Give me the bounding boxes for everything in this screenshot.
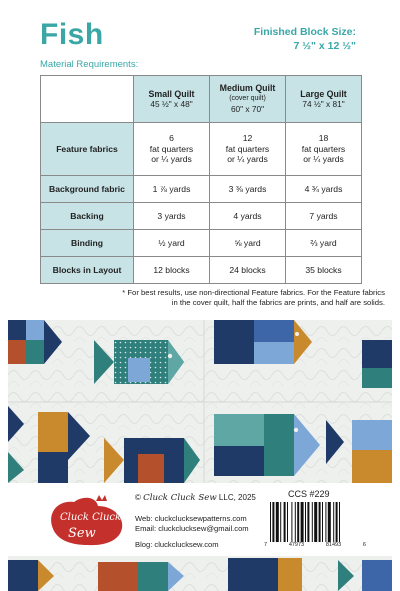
logo-text-line1: Cluck Cluck: [60, 512, 122, 523]
barcode-bar: [284, 502, 286, 542]
material-requirements-label: Material Requirements:: [40, 59, 139, 70]
barcode-bar: [319, 502, 321, 542]
table-cell: 4 ¾ yards: [286, 176, 362, 203]
table-cell: 18 fat quarters or ¼ yards: [286, 123, 362, 176]
barcode-bar: [295, 502, 296, 542]
column-size: 45 ½" x 48": [150, 99, 193, 109]
barcode-bar: [287, 502, 288, 542]
barcode-bar: [276, 502, 279, 542]
material-requirements-table: [40, 75, 362, 284]
table-row-binding: [41, 230, 362, 257]
quilt-photo: [8, 320, 392, 483]
fish-block: [214, 320, 312, 364]
column-name: Large Quilt: [300, 88, 347, 99]
table-header-row: [41, 76, 362, 123]
barcode-digit-group: 47973: [288, 542, 305, 548]
table-cell: 12 fat quarters or ¼ yards: [210, 123, 286, 176]
finished-block-size: [254, 25, 356, 53]
barcode-bar: [305, 502, 306, 542]
barcode-bar: [291, 502, 292, 542]
barcode-digits: [264, 542, 366, 548]
contact-info: [135, 514, 249, 550]
cluck-cluck-sew-logo: [40, 492, 132, 548]
finished-block-size-label: Finished Block Size:: [253, 26, 356, 38]
logo-text-line2: Sew: [68, 526, 96, 541]
row-label: Blocks in Layout: [41, 257, 134, 284]
row-label: Feature fabrics: [41, 123, 134, 176]
barcode-bar: [339, 502, 340, 542]
quilt-strip-illustration: [8, 556, 392, 591]
table-cell: 3 ⅜ yards: [210, 176, 286, 203]
row-label: Background fabric: [41, 176, 134, 203]
table-cell: 24 blocks: [210, 257, 286, 284]
barcode-bar: [333, 502, 334, 542]
table-row-backing: [41, 203, 362, 230]
table-cell: ⅝ yard: [210, 230, 286, 257]
column-size: 60" x 70": [230, 104, 265, 115]
table-row-background-fabric: [41, 176, 362, 203]
footnote-line: * For best results, use non-directional Feature fabrics. For the Feature fabrics: [122, 288, 385, 297]
barcode-digit-group: 81493: [325, 542, 342, 548]
email-link[interactable]: Email: cluckclucksew@gmail.com: [135, 524, 249, 533]
copyright-rest: LLC, 2025: [216, 493, 256, 502]
table-cell: ½ yard: [134, 230, 210, 257]
table-cell: 35 blocks: [286, 257, 362, 284]
copyright: [135, 493, 256, 503]
barcode-bar: [328, 502, 331, 542]
barcode-digit-group: 6: [362, 542, 366, 548]
copyright-brand: Cluck Cluck Sew: [143, 493, 217, 503]
column-header-medium: [210, 76, 286, 123]
table-corner-cell: [41, 76, 134, 123]
column-header-large: [286, 76, 362, 123]
hen-icon: [40, 492, 132, 548]
table-cell: 6 fat quarters or ¼ yards: [134, 123, 210, 176]
column-name: Medium Quilt: [219, 83, 276, 94]
table-cell: 4 yards: [210, 203, 286, 230]
column-size: 74 ½" x 81": [302, 99, 345, 109]
row-label: Binding: [41, 230, 134, 257]
pattern-id: CCS #229: [288, 489, 330, 499]
row-label: Backing: [41, 203, 134, 230]
quilt-photo-bottom: [8, 556, 392, 591]
table-row-feature-fabrics: [41, 123, 362, 176]
column-header-small: [134, 76, 210, 123]
table-cell: 3 yards: [134, 203, 210, 230]
column-note: (cover quilt): [229, 94, 266, 102]
blog-link[interactable]: Blog: cluckclucksew.com: [135, 540, 219, 549]
barcode-bar: [297, 502, 299, 542]
web-link[interactable]: Web: cluckclucksewpatterns.com: [135, 514, 247, 523]
barcode-bar: [272, 502, 274, 542]
table-cell: ⅔ yard: [286, 230, 362, 257]
barcode-bar: [325, 502, 326, 542]
barcode-bar: [336, 502, 338, 542]
barcode-bar: [280, 502, 281, 542]
barcode-bar: [301, 502, 304, 542]
table-cell: 7 yards: [286, 203, 362, 230]
table-cell: 12 blocks: [134, 257, 210, 284]
quilt-illustration: [8, 320, 392, 483]
finished-block-size-value: 7 ½" x 12 ½": [293, 40, 356, 52]
fish-block: [362, 340, 392, 388]
barcode-bar: [270, 502, 271, 542]
pattern-title: Fish: [40, 18, 104, 51]
barcode-digit-group: 7: [264, 542, 268, 548]
table-row-blocks-in-layout: [41, 257, 362, 284]
footnote: [30, 288, 385, 308]
barcode-bar: [312, 502, 313, 542]
copyright-symbol: ©: [135, 493, 141, 502]
footnote-line: in the cover quilt, half the fabrics are prints, and half are solids.: [171, 298, 385, 307]
table-cell: 1 ⅞ yards: [134, 176, 210, 203]
barcode-bar: [314, 502, 317, 542]
barcode: [268, 502, 362, 542]
barcode-bar: [307, 502, 309, 542]
column-name: Small Quilt: [148, 88, 195, 99]
barcode-bar: [322, 502, 323, 542]
